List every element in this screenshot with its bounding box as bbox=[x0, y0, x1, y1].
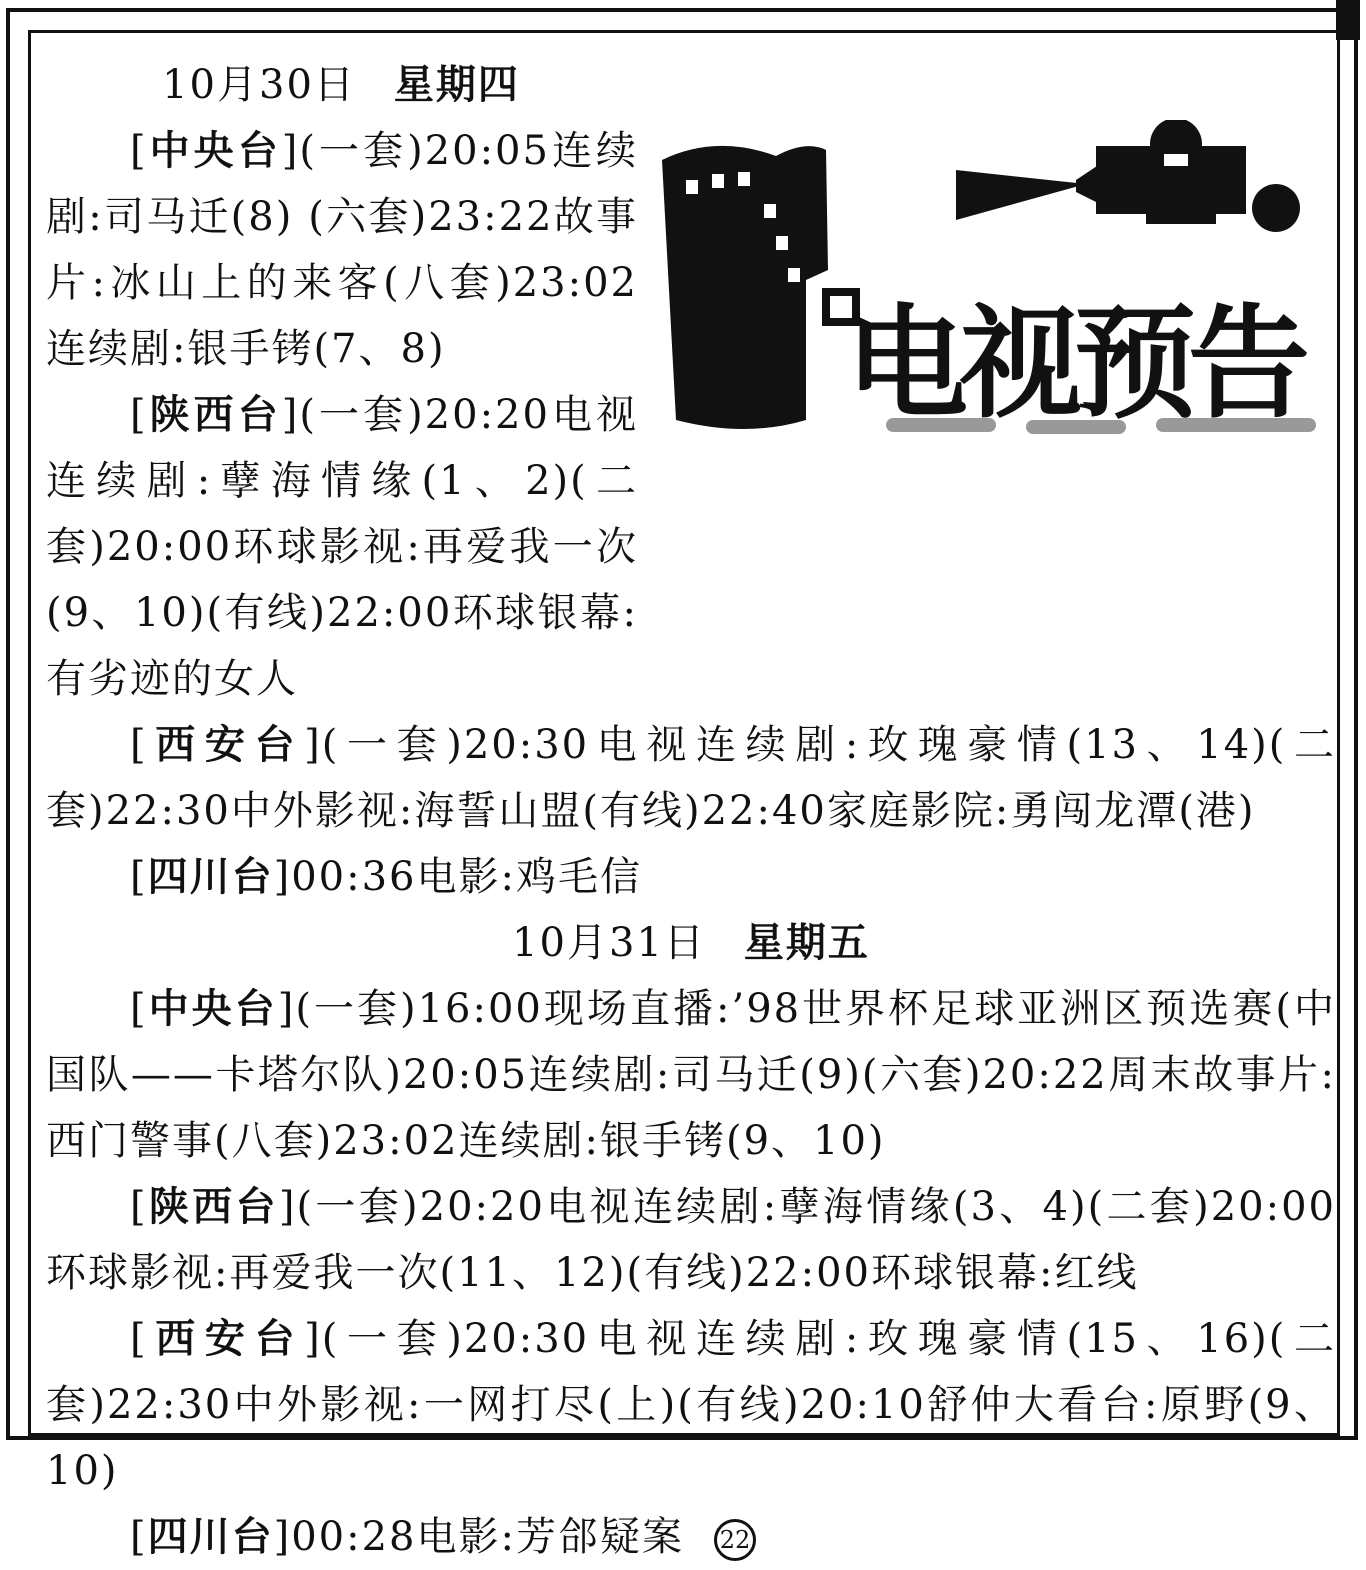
station-name: 中央台 bbox=[147, 986, 278, 1032]
program-text: (一套)20:20电视连续剧:孽海情缘(3、4)(二套)20:00环球影视:再爱我一次(11、12)(有线)22:00环球银幕:红线 bbox=[46, 1184, 1337, 1296]
day-date: 10月31日 bbox=[512, 920, 706, 966]
program-text: 00:36电影:鸡毛信 bbox=[291, 854, 642, 900]
page-number-badge: 22 bbox=[714, 1519, 756, 1561]
schedule-entry: [陕西台](一套)20:20电视连续剧:孽海情缘(3、4)(二套)20:00环球影视:再爱我一次(11、12)(有线)22:00环球银幕:红线 bbox=[46, 1184, 1337, 1296]
logo-text: 电视预告 bbox=[846, 293, 1302, 435]
station-name: 四川台 bbox=[147, 1514, 274, 1560]
schedule-entry: [四川台]00:28电影:芳郃疑案 22 bbox=[46, 1504, 1336, 1570]
program-text: (一套)20:20电视连续剧:孽海情缘(1、2)(二套)20:00环球影视:再爱我一次(9、10)(有线)22:00环球银幕:有劣迹的女人 bbox=[46, 392, 639, 702]
program-text: (一套)20:30电视连续剧:玫瑰豪情(15、16)(二套)22:30中外影视:一网打尽(上)(有线)20:10舒仲大看台:原野(9、10) bbox=[46, 1316, 1336, 1494]
schedule-entry: [中央台](一套)20:05连续剧:司马迁(8) (六套)23:22故事片:冰山上的来客(八套)23:02连续剧:银手铐(7、8) bbox=[46, 128, 639, 372]
day-heading bbox=[46, 910, 1336, 976]
day-heading bbox=[46, 52, 636, 118]
schedule-entry: [西安台](一套)20:30电视连续剧:玫瑰豪情(15、16)(二套)22:30中外影视:一网打尽(上)(有线)20:10舒仲大看台:原野(9、10) bbox=[46, 1316, 1336, 1494]
schedule-entry: [西安台](一套)20:30电视连续剧:玫瑰豪情(13、14)(二套)22:30中外影视:海誓山盟(有线)22:40家庭影院:勇闯龙潭(港) bbox=[46, 722, 1336, 834]
program-text: (一套)16:00现场直播:’98世界杯足球亚洲区预选赛(中国队——卡塔尔队)20:05连续剧:司马迁(9)(六套)20:22周末故事片:西门警事(八套)23:02连续剧:银手铐(9、10) bbox=[46, 986, 1337, 1164]
day-weekday: 星期五 bbox=[743, 920, 870, 966]
station-name: 中央台 bbox=[147, 128, 282, 174]
tv-schedule bbox=[46, 52, 1336, 1570]
station-name: 陕西台 bbox=[147, 1184, 279, 1230]
schedule-entry: [陕西台](一套)20:20电视连续剧:孽海情缘(1、2)(二套)20:00环球影视:再爱我一次(9、10)(有线)22:00环球银幕:有劣迹的女人 bbox=[46, 392, 639, 702]
station-name: 陕西台 bbox=[147, 392, 282, 438]
station-name: 西安台 bbox=[147, 722, 305, 768]
day-weekday: 星期四 bbox=[393, 62, 520, 108]
day-date: 10月30日 bbox=[162, 62, 356, 108]
station-name: 西安台 bbox=[147, 1316, 305, 1362]
program-text: 00:28电影:芳郃疑案 bbox=[291, 1514, 684, 1560]
schedule-entry: [中央台](一套)16:00现场直播:’98世界杯足球亚洲区预选赛(中国队——卡塔尔队)20:05连续剧:司马迁(9)(六套)20:22周末故事片:西门警事(八套)23:02连续剧:银手铐(9、10) bbox=[46, 986, 1337, 1164]
schedule-entry: [四川台]00:36电影:鸡毛信 bbox=[130, 854, 642, 900]
program-text: (一套)20:05连续剧:司马迁(8) (六套)23:22故事片:冰山上的来客(八套)23:02连续剧:银手铐(7、8) bbox=[46, 128, 639, 372]
station-name: 四川台 bbox=[147, 854, 274, 900]
program-text: (一套)20:30电视连续剧:玫瑰豪情(13、14)(二套)22:30中外影视:海誓山盟(有线)22:40家庭影院:勇闯龙潭(港) bbox=[46, 722, 1336, 834]
